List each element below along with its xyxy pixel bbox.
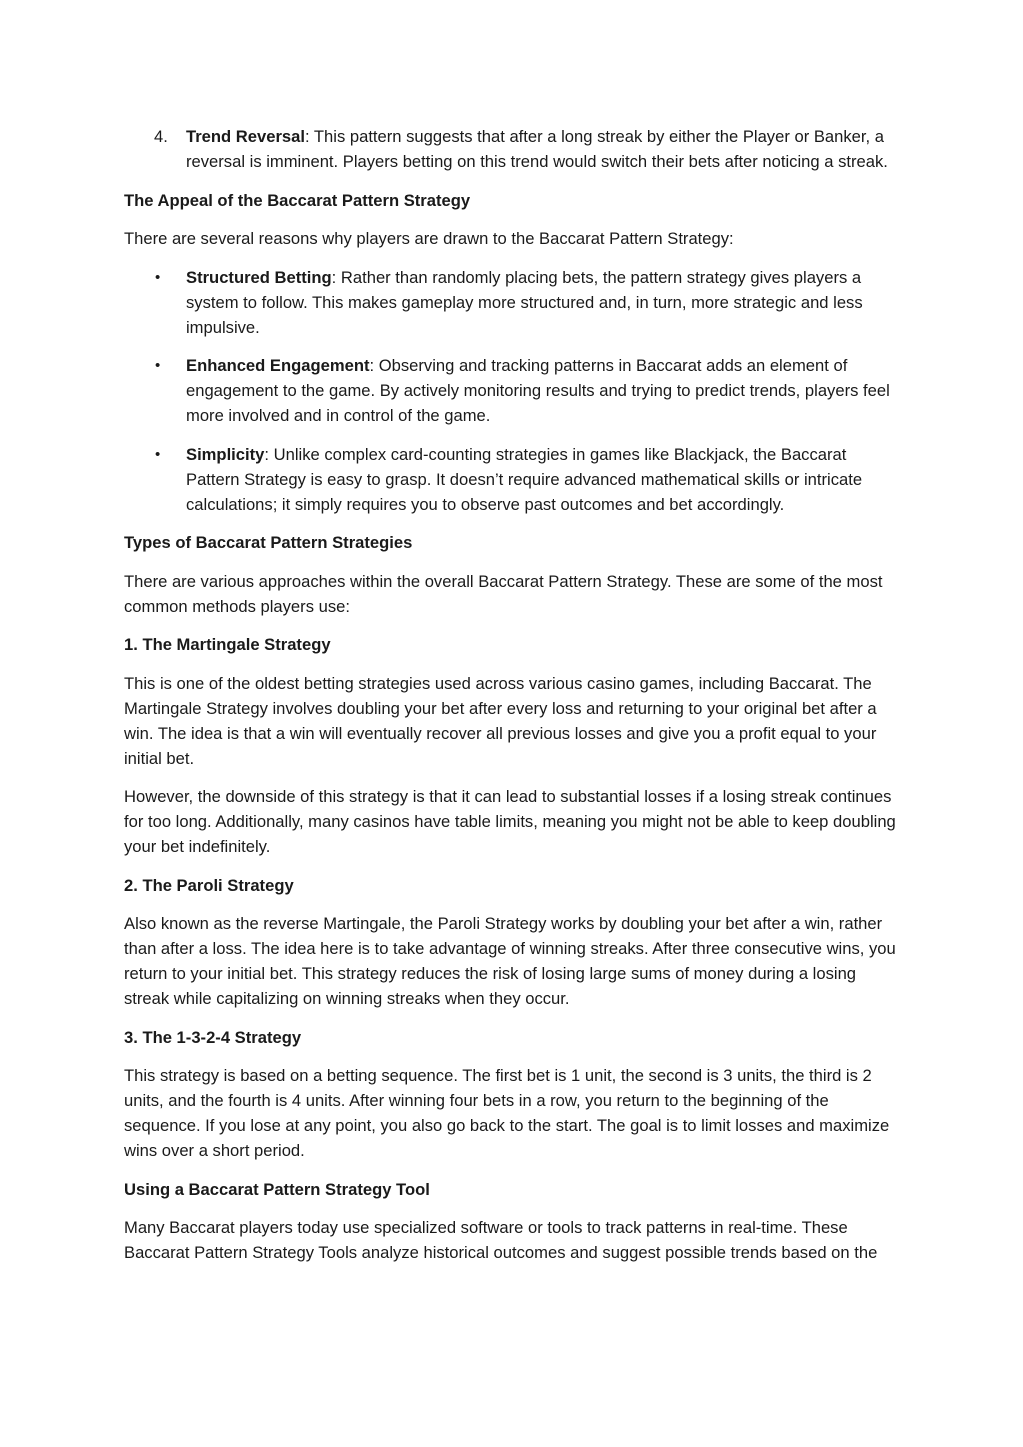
subheading-martingale: 1. The Martingale Strategy bbox=[124, 635, 331, 654]
item-text: : This pattern suggests that after a long streak by either the Player or Banker, a reversal is imminent. Players betting on this trend would switch their bets after noticing a streak. bbox=[186, 127, 888, 171]
bullet-item bbox=[124, 353, 904, 428]
numbered-item-trend-reversal bbox=[124, 124, 904, 174]
appeal-intro: There are several reasons why players are drawn to the Baccarat Pattern Strategy: bbox=[124, 229, 734, 248]
item-term: Enhanced Engagement bbox=[186, 356, 370, 375]
item-text: : Rather than randomly placing bets, the pattern strategy gives players a system to follow. This makes gameplay more structured and, in turn, more strategic and less impulsive. bbox=[186, 267, 863, 337]
item-term: Simplicity bbox=[186, 444, 265, 464]
subheading-1324: 3. The 1-3-2-4 Strategy bbox=[124, 1027, 302, 1047]
document-page bbox=[124, 124, 904, 1279]
martingale-paragraph-1: This is one of the oldest betting strategies used across various casino games, including Baccarat. The Martingale Strategy involves doubling your bet after every loss and returning to your original bet after a win. The idea is that a win will eventually recover all previous losses and give you a profit equal to your initial bet. bbox=[124, 673, 877, 768]
section-heading-tool: Using a Baccarat Pattern Strategy Tool bbox=[124, 1179, 430, 1199]
item-term: Structured Betting bbox=[186, 267, 332, 287]
list-number: 4. bbox=[154, 127, 168, 146]
paroli-paragraph: Also known as the reverse Martingale, the Paroli Strategy works by doubling your bet after a win, rather than after a loss. The idea here is to take advantage of winning streaks. After three consecutive wins, you return to your initial bet. This strategy reduces the risk of losing large sums of money during a losing streak while capitalizing on winning streaks when they occur. bbox=[124, 914, 896, 1008]
seq1324-paragraph: This strategy is based on a betting sequence. The first bet is 1 unit, the second is 3 units, the third is 2 units, and the fourth is 4 units. After winning four bets in a row, you return to the beginning of the sequence. If you lose at any point, you also go back to the start. The goal is to limit losses and maximize wins over a short period. bbox=[124, 1066, 890, 1160]
section-heading-types: Types of Baccarat Pattern Strategies bbox=[124, 533, 413, 552]
tool-paragraph: Many Baccarat players today use specialized software or tools to track patterns in real-time. These Baccarat Pattern Strategy Tools analyze historical outcomes and suggest possible trends based on the bbox=[124, 1218, 878, 1262]
types-intro: There are various approaches within the overall Baccarat Pattern Strategy. These are some of the most common methods players use: bbox=[124, 571, 883, 616]
bullet-icon: • bbox=[155, 445, 161, 463]
bullet-item bbox=[124, 442, 904, 517]
bullet-icon: • bbox=[155, 268, 161, 286]
item-text: : Unlike complex card-counting strategies in games like Blackjack, the Baccarat Pattern Strategy is easy to grasp. It doesn’t require advanced mathematical skills or intricate calculations; it simply requires you to observe past outcomes and bet accordingly. bbox=[186, 444, 863, 514]
section-heading-appeal: The Appeal of the Baccarat Pattern Strategy bbox=[124, 190, 471, 210]
item-term: Trend Reversal bbox=[186, 127, 305, 146]
martingale-paragraph-2: However, the downside of this strategy is that it can lead to substantial losses if a losing streak continues for too long. Additionally, many casinos have table limits, meaning you might not be able to keep doubling your bet indefinitely. bbox=[124, 787, 896, 856]
item-text: : Observing and tracking patterns in Baccarat adds an element of engagement to the game. By actively monitoring results and trying to predict trends, players feel more involved and in control of the game. bbox=[186, 356, 890, 425]
bullet-icon: • bbox=[155, 357, 161, 374]
bullet-item bbox=[124, 265, 904, 340]
subheading-paroli: 2. The Paroli Strategy bbox=[124, 875, 294, 895]
